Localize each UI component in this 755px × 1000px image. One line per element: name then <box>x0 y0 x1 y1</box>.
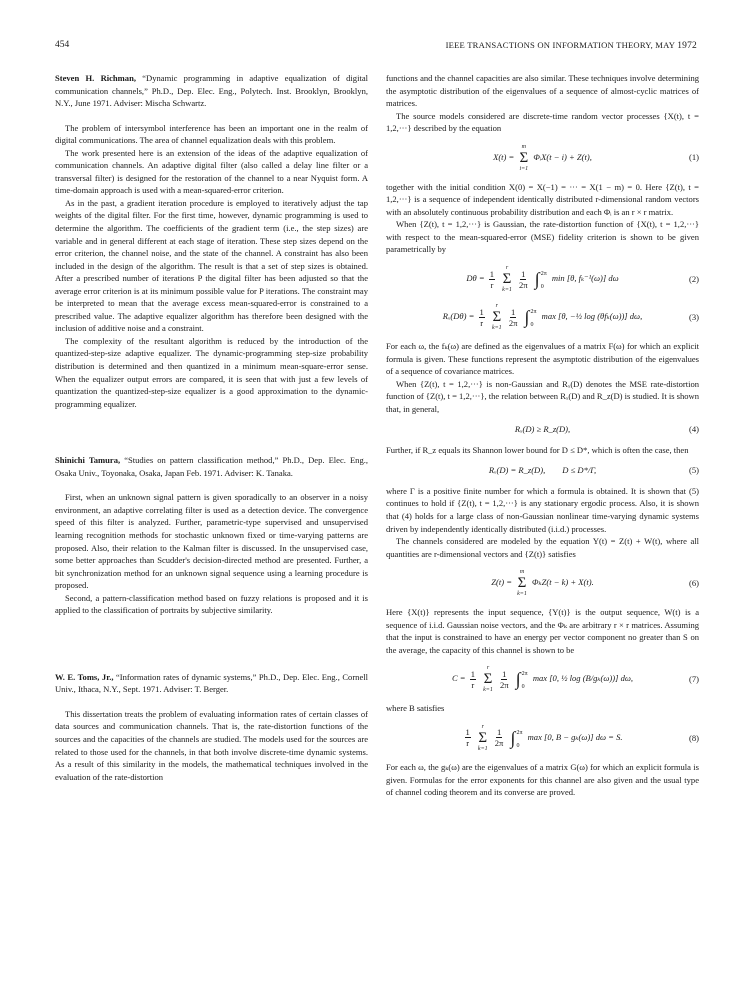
page-number: 454 <box>55 40 70 50</box>
equation-number: (3) <box>689 311 699 322</box>
paragraph: where B satisfies <box>386 703 445 714</box>
author: Steven H. Richman, <box>55 73 136 83</box>
equation-number: (2) <box>689 273 699 284</box>
integral-symbol: ∫ 2π 0 <box>524 307 537 328</box>
paragraph: For each ω, the fₖ(ω) are defined as the eigenvalues of a matrix F(ω) for which an explicit formula is given. These functions represent the asymptotic distribution of the eigenvalues of a sequence of covariance matrices. <box>386 341 699 377</box>
equation-3: Rₓ(Dθ) = $\frac{1}{r}$ r Σ k=1 $\frac{1}{2\pi}$ ∫ 2π 0 max [θ, −½ log (θfₖ(ω))] dω, (3) <box>442 303 699 332</box>
abstract-toms <box>55 671 368 783</box>
paragraph: First, when an unknown signal pattern is given sporadically to an observer in a noisy environment, an adaptive correlating filter is used as a detection device. The convergence speed of this filter is analyzed. Further, parametric-type supervised and unsupervised learning recognition methods for stochastic unknown fixed or time-varying patterns are proposed. Also, their relation to the Kalman filter is discussed. In the unsupervised case, some better approaches than Scudder's decision-directed method are presented. Further, a bit synchronization method for an unknown signal sequence using a learning procedure is proposed. <box>55 492 368 591</box>
integral-symbol: ∫ 2π 0 <box>534 269 547 290</box>
journal-name: IEEE TRANSACTIONS ON INFORMATION THEORY, MAY <box>445 40 675 50</box>
author: W. E. Toms, Jr., <box>55 671 114 682</box>
paragraph: Further, if R_z equals its Shannon lower bound for D ≤ D*, which is often the case, then <box>386 444 689 455</box>
abstract-richman <box>55 72 368 410</box>
citation: Shinichi Tamura, “Studies on pattern classification method,” Ph.D., Dep. Elec. Eng., Osaka Univ., Toyonaka, Osaka, Japan Feb. 1971. Adviser: K. Tanaka. <box>55 455 368 478</box>
paragraph: The problem of intersymbol interference has been an important one in the realm of digital communications. The area of channel equalization deals with this problem. <box>55 122 368 146</box>
paragraph: The channels considered are modeled by the equation Y(t) = Z(t) + W(t), where all quantities are r-dimensional vectors and {Z(t)} satisfies <box>386 536 699 559</box>
paragraph: The source models considered are discrete-time random vector processes {X(t), t = 1,2,···} described by the equation <box>386 110 699 134</box>
citation: W. E. Toms, Jr., “Information rates of dynamic systems,” Ph.D., Dep. Elec. Eng., Cornell Univ., Ithaca, N.Y., Sept. 1971. Adviser: T. Berger. <box>55 671 368 695</box>
journal-year: 1972 <box>677 41 697 51</box>
equation-7: C = $\frac{1}{r}$ r Σ k=1 $\frac{1}{2\pi}$ ∫ 2π 0 max [0, ½ log (B/gₖ(ω))] dω, (7) <box>451 665 699 694</box>
left-column <box>55 72 368 783</box>
paragraph: When {Z(t), t = 1,2,···} is Gaussian, the rate-distortion function of {X(t), t = 1,2,···} with respect to the mean-squared-error (MSE) fidelity criterion is shown to be given parametrically by <box>386 219 699 255</box>
equation-4: Rₓ(D) ≥ R_z(D), (4) <box>514 424 699 435</box>
equation-number: (7) <box>689 674 699 685</box>
summation-symbol: m Σ i=1 <box>519 143 529 172</box>
paragraph: Second, a pattern-classification method based on fuzzy relations is proposed and it is applied to the classification of portraits by subjective similarity. <box>55 592 368 616</box>
paragraph: where Γ is a positive finite number for which a formula is obtained. It is shown that (5) continues to hold if {Z(t), t = 1,2,···} is any stationary ergodic process. Also, it is shown that (4) holds for a large class of non-Gaussian nonlinear time-varying dynamic systems driven by independently identically distributed (i.i.d.) processes. <box>386 485 699 534</box>
equation-8: $\frac{1}{r}$ r Σ k=1 $\frac{1}{2\pi}$ ∫ 2π 0 max [0, B − gₖ(ω)] dω = S. (8) <box>465 723 699 752</box>
equation-number: (8) <box>689 732 699 743</box>
author: Shinichi Tamura, <box>55 455 121 466</box>
summation-symbol: m Σ k=1 <box>517 569 527 598</box>
paragraph: functions and the channel capacities are also similar. These techniques involve determining the asymptotic distribution of the eigenvalues of a sequence of almost-cyclic matrices of matrices. <box>386 73 699 109</box>
summation-symbol: r Σ k=1 <box>491 303 502 332</box>
paragraph: When {Z(t), t = 1,2,···} is non-Gaussian and Rₓ(D) denotes the MSE rate-distortion function of {Z(t), t = 1,2,···}, the relation between Rₓ(D) and R_z(D) is studied. It is shown that, in general, <box>386 378 699 414</box>
equation-number: (4) <box>689 424 699 435</box>
paragraph: This dissertation treats the problem of evaluating information rates of certain classes of data sources and communication channels. That is, the rate-distortion functions of the sources and the capacities of the channels are studied. The models used for the sources are related to those used for the channels, in that both involve discrete-time dynamic systems. As a result of this similarity in the models, the mathematical techniques involved in the evaluation of the rate-distortion <box>55 708 368 782</box>
paragraph: As in the past, a gradient iteration procedure is employed to iteratively adjust the tap weights of the digital filter. For the first time, however, dynamic programming is used to determine the algorithm. The coefficients of the gradient term (i.e., the step sizes) are variable and in general different at each stage of iteration. These step sizes depend on the error criterion, the channel noise, and the state of the channel. A constraint has also been included in the design of the algorithm. The result is that a set of step sizes is obtained. After a prescribed number of iterations P the digital filter has been adjusted so that the average error criterion is at its minimum possible value for P iterations. The constraint may be interpreted to mean that the average excess mean-squared-error is constrained to a prescribed value. The adaptive equalizer algorithm has therefore been designed with the inclusion of additive noise and a constraint. <box>55 197 368 334</box>
paragraph: The complexity of the resultant algorithm is reduced by the introduction of the quantized-step-size adaptive equalizer. The dynamic-programming step-size probability distribution is determined and then quantized in a minimum mean-square-error sense. When the equalizer output errors are compared, it is seen that with just a few levels of quantization the quantized-step-size equalizer is a good approximation to the dynamic-programming equalizer. <box>55 335 368 409</box>
equation-2: Dθ = $\frac{1}{r}$ r Σ k=1 $\frac{1}{2\pi}$ ∫ 2π 0 min [θ, fₖ⁻¹(ω)] dω (2) <box>466 265 699 294</box>
abstract-tamura <box>55 454 368 617</box>
citation: Steven H. Richman, “Dynamic programming in adaptive equalization of digital communication channels,” Ph.D., Dep. Elec. Eng., Polytech. Inst. Brooklyn, Brooklyn, N.Y., June 1971. Adviser: Mischa Schwartz. <box>55 73 368 109</box>
running-head <box>446 40 697 51</box>
equation-5: Rₓ(D) = R_z(D), D ≤ D*/Γ, (5) <box>488 465 699 476</box>
summation-symbol: r Σ k=1 <box>483 665 493 694</box>
summation-symbol: r Σ k=1 <box>477 723 488 752</box>
integral-symbol: ∫ 2π 0 <box>515 669 528 690</box>
equation-number: (5) <box>689 465 699 476</box>
summation-symbol: r Σ k=1 <box>502 265 512 294</box>
equation-number: (1) <box>689 152 699 163</box>
paragraph: The work presented here is an extension of the ideas of the adaptive equalization of communication channels. An adaptive digital filter (also called a delay line filter or a transversal filter) is designed for the restoration of the channel to a near Nyquist form. A time-domain approach is used with a mean-squared-error criterion. <box>55 147 368 196</box>
integral-symbol: ∫ 2π 0 <box>510 727 523 749</box>
equation-1: X(t) = m Σ i=1 ΦᵢX(t − i) + Z(t), (1) <box>493 143 699 172</box>
paragraph: Here {X(t)} represents the input sequence, {Y(t)} is the output sequence, W(t) is a sequence of i.i.d. Gaussian noise vectors, and the Φₖ are arbitrary r × r matrices. Assuming that the input is constrained to have an energy per vector component no greater than S on the average, the capacity of this channel is shown to be <box>386 607 699 655</box>
paragraph: together with the initial condition X(0) = X(−1) = ··· = X(1 − m) = 0. Here {Z(t), t = 1,2,···} is a sequence of independent identically distributed r-dimensional random vectors with an absolutely continuous probability distribution and each Φᵢ is an r × r matrix. <box>386 181 699 217</box>
right-column <box>386 72 699 799</box>
equation-6: Z(t) = m Σ k=1 ΦₖZ(t − k) + X(t). (6) <box>491 569 699 598</box>
paragraph: For each ω, the gₖ(ω) are the eigenvalues of a matrix G(ω) for which an explicit formula is given. Formulas for the error exponents for this channel are also given and the usual type of channel coding theorem and its converse are proved. <box>386 761 699 798</box>
equation-number: (6) <box>689 577 699 588</box>
